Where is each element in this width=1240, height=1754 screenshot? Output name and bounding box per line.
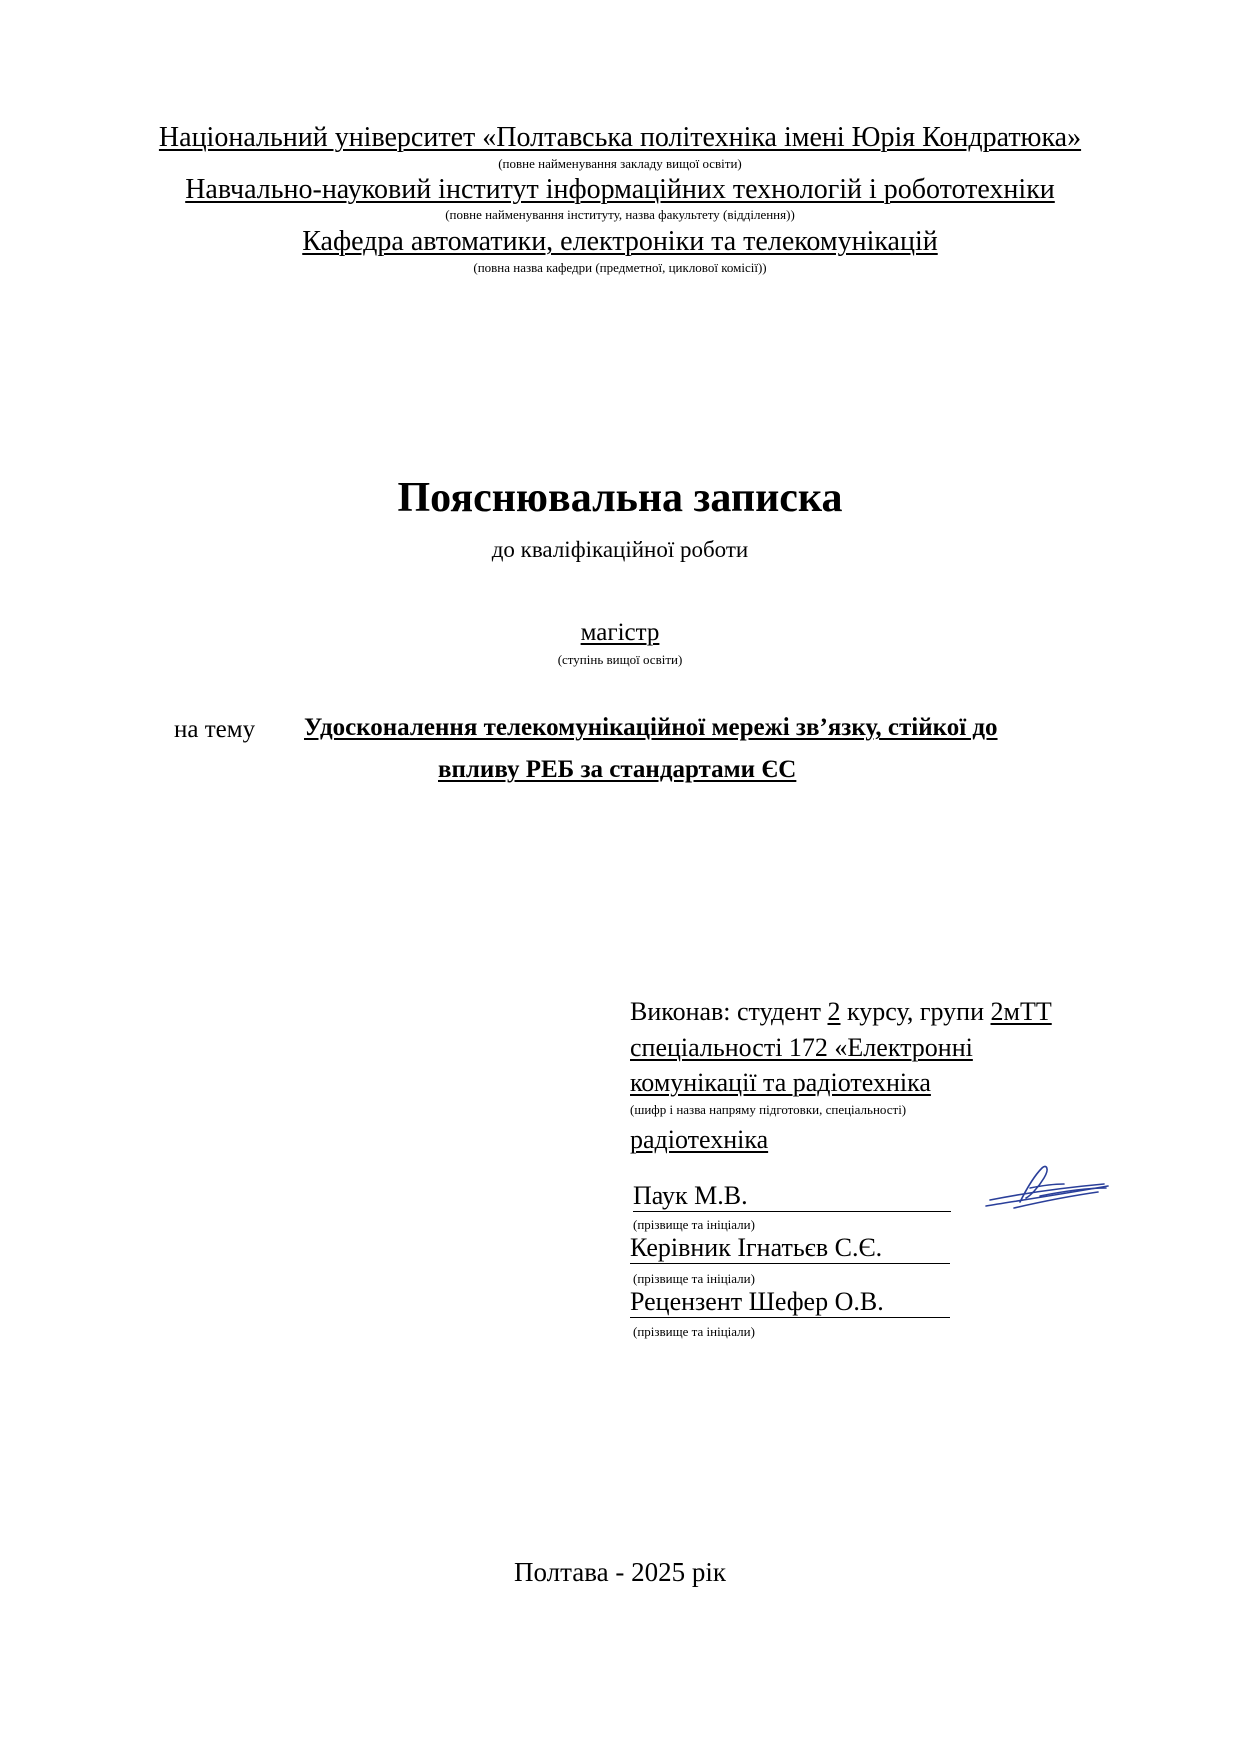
- signature-image: [980, 1162, 1115, 1214]
- city-year: Полтава - 2025 рік: [514, 1557, 726, 1587]
- department-hint: (повна назва кафедри (предметної, циклової комісії)): [473, 260, 767, 275]
- degree-hint: (ступінь вищої освіти): [557, 652, 683, 667]
- reviewer: Рецензент Шефер О.В.: [630, 1287, 950, 1318]
- document-title: Пояснювальна записка: [397, 475, 843, 521]
- specialty-hint: (шифр і назва напряму підготовки, спеціальності): [630, 1102, 907, 1117]
- department-name: Кафедра автоматики, електроніки та телекомунікацій: [302, 226, 938, 257]
- reviewer-hint: (прізвище та ініціали): [633, 1324, 755, 1339]
- specialization: радіотехніка: [630, 1125, 769, 1154]
- author-group: 2мТТ: [990, 997, 1052, 1026]
- degree: магістр: [580, 619, 660, 646]
- document-subtitle: до кваліфікаційної роботи: [491, 537, 749, 562]
- theme-line-2: впливу РЕБ за стандартами ЄС: [438, 756, 797, 783]
- institute-hint: (повне найменування інституту, назва факультету (відділення)): [445, 207, 795, 222]
- author-line: Виконав: студент 2 курсу, групи 2мТТ: [630, 997, 1052, 1026]
- university-name: Національний університет «Полтавська політехніка імені Юрія Кондратюка»: [158, 122, 1082, 153]
- university-hint: (повне найменування закладу вищої освіти): [498, 156, 742, 171]
- author-name: Паук М.В.: [633, 1181, 951, 1212]
- supervisor-hint: (прізвище та ініціали): [633, 1271, 755, 1286]
- specialty-line-1: спеціальності 172 «Електронні: [630, 1033, 973, 1062]
- specialty-line-2: комунікації та радіотехніка: [630, 1068, 931, 1097]
- theme-label: на тему: [174, 716, 256, 743]
- author-course: 2: [827, 997, 841, 1026]
- institute-name: Навчально-науковий інститут інформаційних технологій і робототехніки: [185, 174, 1055, 205]
- supervisor: Керівник Ігнатьєв С.Є.: [630, 1233, 950, 1264]
- author-name-hint: (прізвище та ініціали): [633, 1217, 755, 1232]
- theme-line-1: Удосконалення телекомунікаційної мережі зв’язку, стійкої до: [304, 714, 998, 741]
